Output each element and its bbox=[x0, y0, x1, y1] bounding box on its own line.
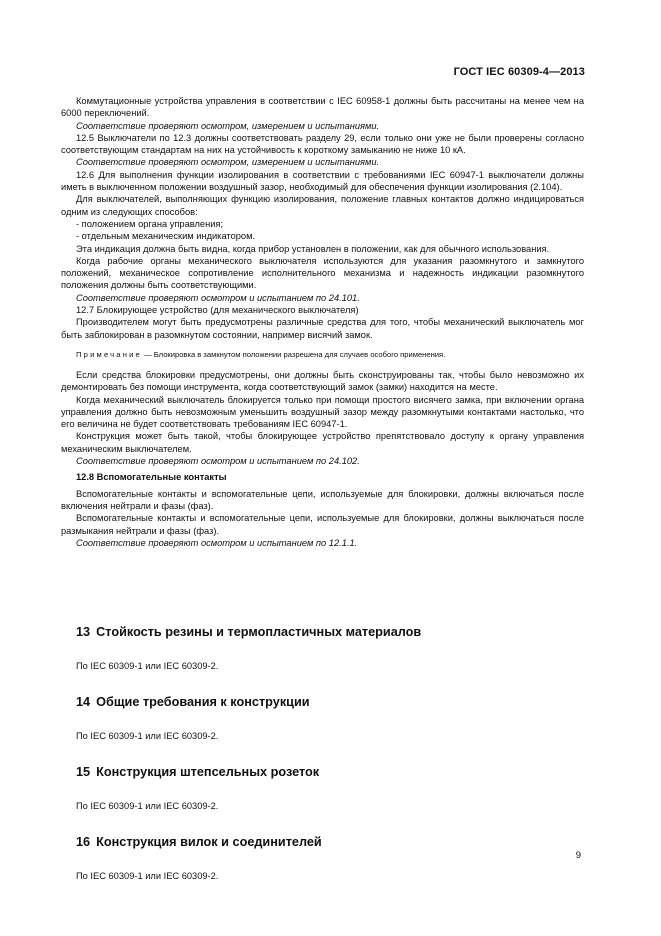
section-13 bbox=[76, 624, 576, 672]
compliance-note: Соответствие проверяют осмотром, измерением и испытаниями. bbox=[76, 120, 380, 131]
section-title bbox=[76, 764, 576, 780]
paragraph: Эта индикация должна быть видна, когда прибор установлен в положении, как для обычного использования. bbox=[76, 243, 550, 254]
section-15 bbox=[76, 764, 576, 812]
paragraph: Коммутационные устройства управления в соответствии с IEC 60958-1 должны быть рассчитаны на менее чем на 6000 переключений. bbox=[61, 96, 584, 119]
section-title bbox=[76, 624, 576, 640]
section-body: По IEC 60309-1 или IEC 60309-2. bbox=[76, 661, 219, 671]
section-number: 15 bbox=[76, 765, 91, 779]
compliance-note: Соответствие проверяют осмотром и испытанием по 24.101. bbox=[76, 292, 360, 303]
paragraph: Вспомогательные контакты и вспомогательные цепи, используемые для блокировки, должны выключаться после размыкания нейтрали и фазы (фаз). bbox=[61, 513, 584, 536]
note bbox=[61, 349, 584, 360]
section-title-text: Стойкость резины и термопластичных материалов bbox=[96, 625, 422, 639]
section-title-text: Конструкция вилок и соединителей bbox=[96, 835, 322, 849]
list-item: - отдельным механическим индикатором. bbox=[76, 231, 256, 242]
paragraph: Конструкция может быть такой, чтобы блокирующее устройство препятствовало доступу к органу управления механическим выключателем. bbox=[61, 431, 584, 454]
section-body: По IEC 60309-1 или IEC 60309-2. bbox=[76, 731, 219, 741]
section-number: 13 bbox=[76, 625, 91, 639]
section-number: 16 bbox=[76, 835, 91, 849]
list-item: - положением органа управления; bbox=[76, 218, 224, 229]
compliance-note: Соответствие проверяют осмотром и испытанием по 24.102. bbox=[76, 456, 360, 467]
section-title bbox=[76, 694, 576, 710]
clause-12-6: 12.6 Для выполнения функции изолирования в соответствии с требованиями IEC 60947-1 выключатели должны иметь в выключенном положении воздушный зазор, необходимый для обеспечения функции изолирования (2.104). bbox=[61, 169, 584, 193]
note-lead: Примечание bbox=[76, 349, 142, 359]
clause-12-8-heading: 12.8 Вспомогательные контакты bbox=[76, 472, 227, 483]
section-body: По IEC 60309-1 или IEC 60309-2. bbox=[76, 871, 219, 881]
paragraph: Если средства блокировки предусмотрены, они должны быть сконструированы так, чтобы было невозможно их демонтировать без помощи инструмента, когда соответствующий замок (замки) находится на месте. bbox=[61, 369, 584, 393]
page-number: 9 bbox=[575, 850, 581, 861]
body-text bbox=[61, 95, 584, 549]
compliance-note: Соответствие проверяют осмотром и испытанием по 12.1.1. bbox=[76, 537, 358, 548]
section-title-text: Общие требования к конструкции bbox=[96, 695, 310, 709]
section-title bbox=[76, 834, 576, 850]
section-14 bbox=[76, 694, 576, 742]
note-text: — Блокировка в замкнутом положении разрешена для случаев особого применения. bbox=[144, 349, 446, 359]
section-title-text: Конструкция штепсельных розеток bbox=[96, 765, 320, 779]
clause-12-7-heading: 12.7 Блокирующее устройство (для механического выключателя) bbox=[76, 305, 359, 316]
section-body: По IEC 60309-1 или IEC 60309-2. bbox=[76, 801, 219, 811]
standard-header: ГОСТ IEC 60309-4—2013 bbox=[453, 66, 585, 78]
clause-12-5: 12.5 Выключатели по 12.3 должны соответствовать разделу 29, если только они уже не были проверены согласно соответствующим стандартам на них на устойчивость к короткому замыканию не ниже 10 кА. bbox=[61, 132, 584, 156]
paragraph: Когда механический выключатель блокируется только при помощи простого висячего замка, при включении органа управления должно быть невозможным уменьшить воздушный зазор между разомкнутыми контактами настолько, что его величина не будет соответствовать требованиям IEC 60947-1. bbox=[61, 394, 584, 430]
paragraph: Производителем могут быть предусмотрены различные средства для того, чтобы механический выключатель мог быть заблокирован в разомкнутом состоянии, например висячий замок. bbox=[61, 317, 584, 340]
section-number: 14 bbox=[76, 695, 91, 709]
paragraph: Вспомогательные контакты и вспомогательные цепи, используемые для блокировки, должны включаться после включения нейтрали и фазы (фаз). bbox=[61, 488, 584, 511]
compliance-note: Соответствие проверяют осмотром, измерением и испытаниями. bbox=[76, 157, 380, 168]
paragraph: Для выключателей, выполняющих функцию изолирования, положение главных контактов должно индицироваться одним из следующих способов: bbox=[61, 194, 584, 217]
paragraph: Когда рабочие органы механического выключателя используются для указания разомкнутого и замкнутого положений, механическое сопротивление исполнительного механизма и надежность индикации разомкнутого положения должны быть соответствующими. bbox=[61, 255, 584, 291]
sections bbox=[76, 624, 576, 904]
section-16 bbox=[76, 834, 576, 882]
